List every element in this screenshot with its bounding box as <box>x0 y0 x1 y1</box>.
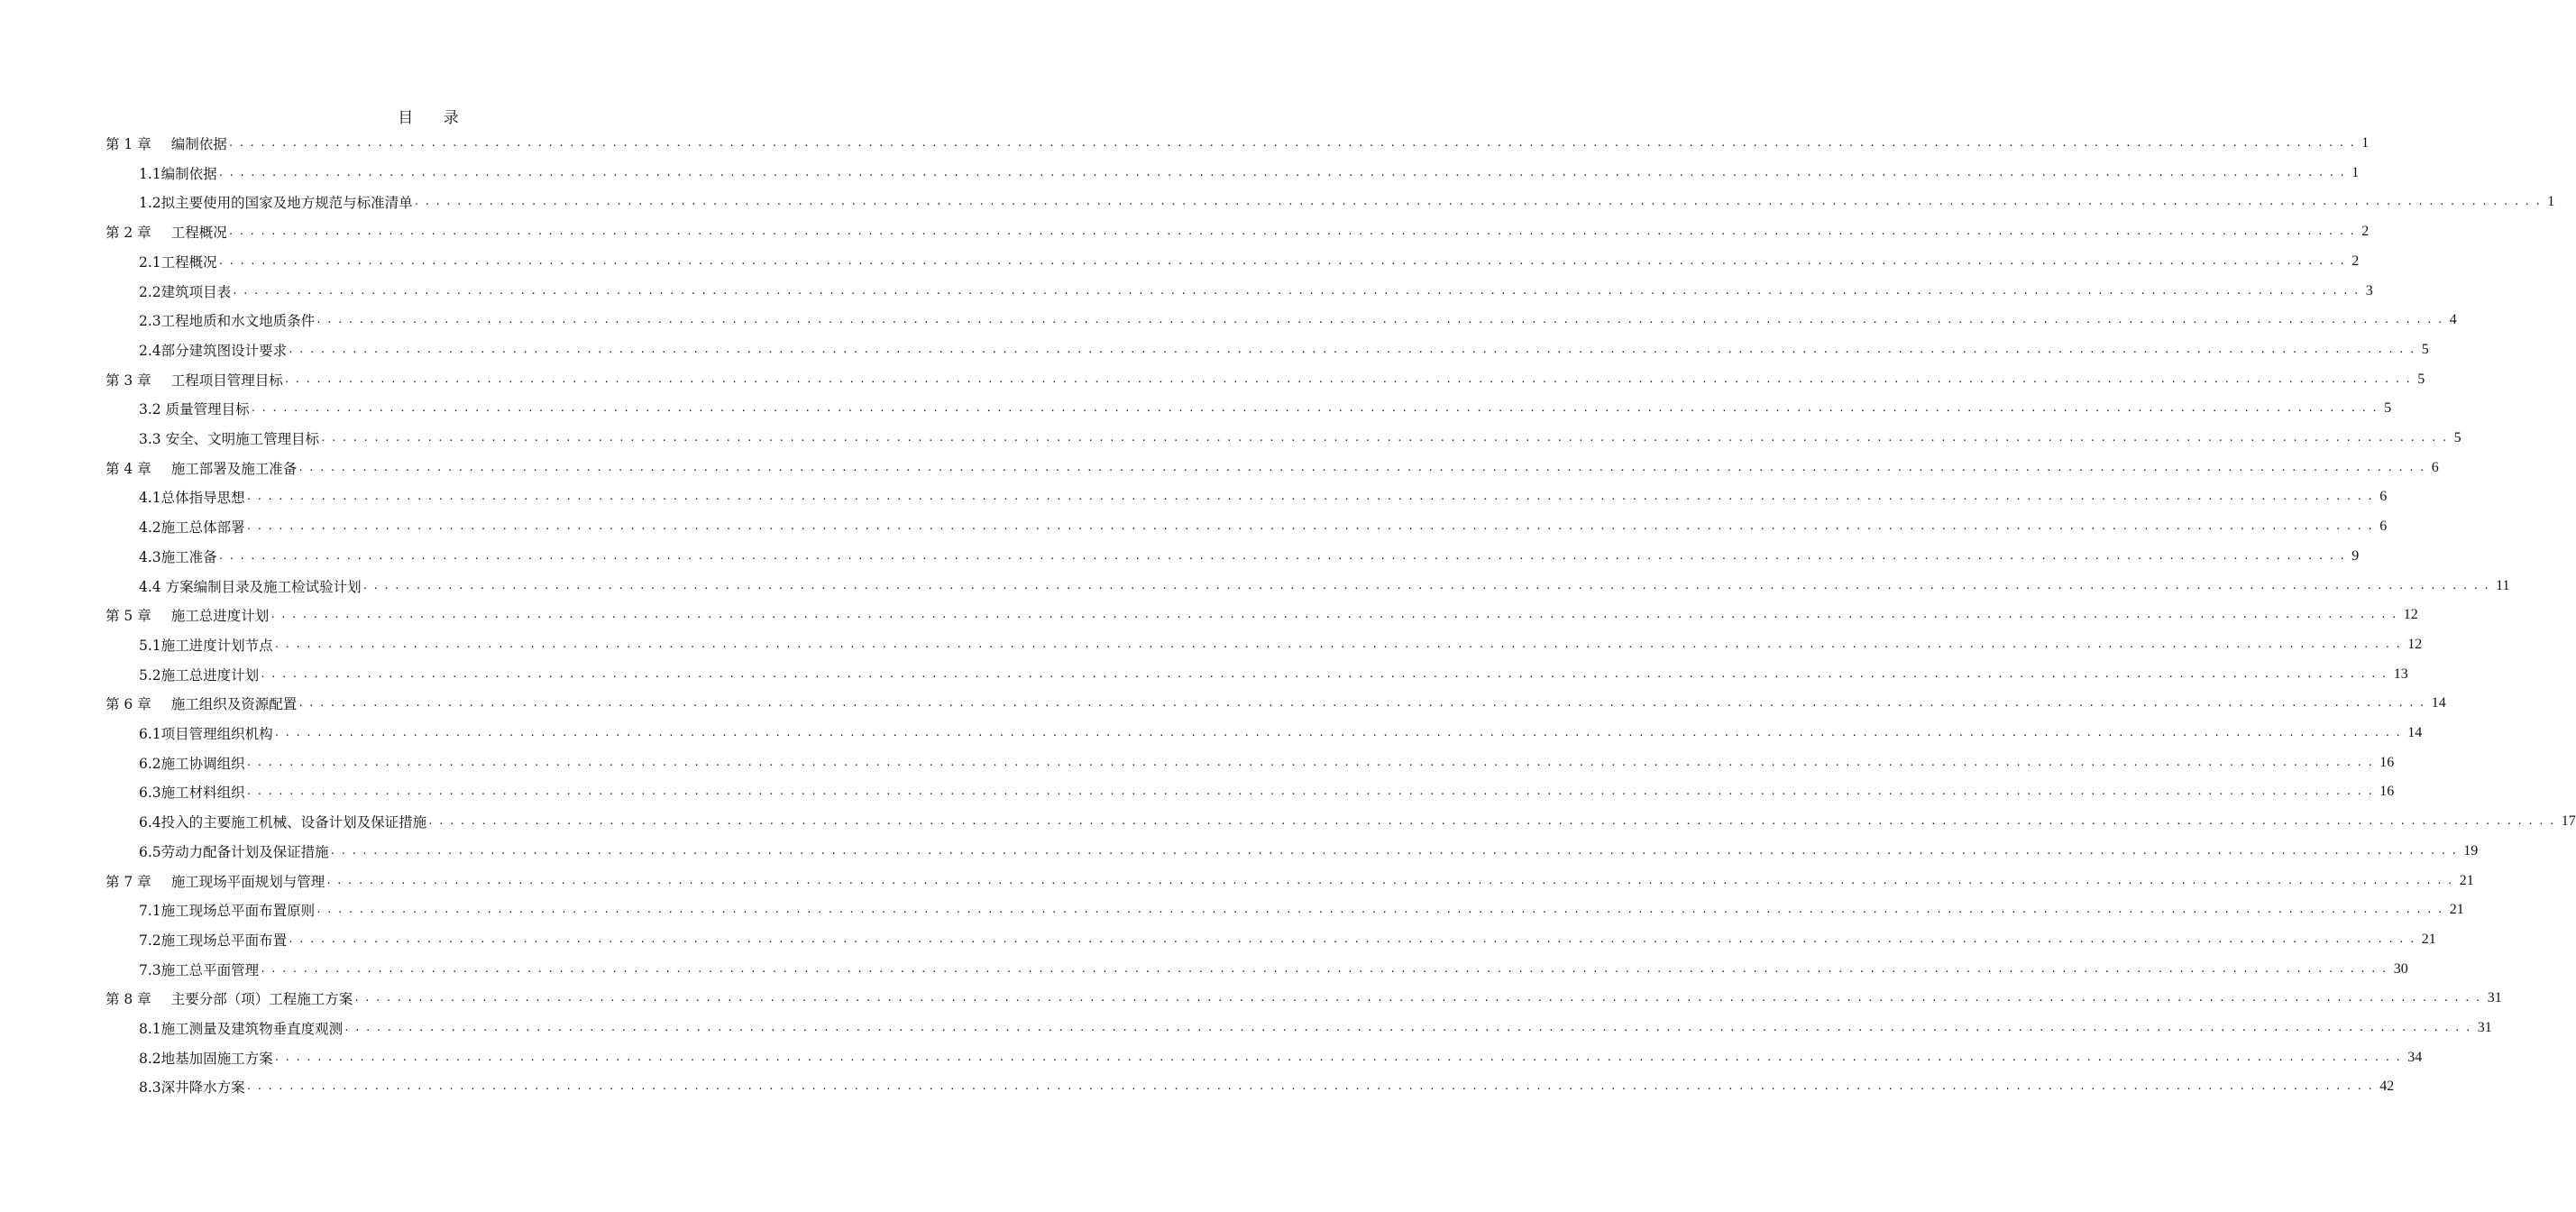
toc-entry-number: 8.1 <box>139 1021 161 1037</box>
toc-entry-title: 施工现场总平面布置 <box>160 932 288 949</box>
toc-entry-section[interactable] <box>139 925 2436 954</box>
toc-entry-number: 6.3 <box>139 785 161 802</box>
toc-entry-title: 工程概况 <box>170 225 227 242</box>
toc-entry-section[interactable] <box>139 277 2373 306</box>
toc-entry-text <box>139 281 231 301</box>
toc-entry-title: 建筑项目表 <box>160 283 232 300</box>
toc-leader-dots: ........................................................................................................................................................................................................ <box>217 254 2351 267</box>
toc-entry-page: 19 <box>2463 842 2479 858</box>
toc-entry-title: 部分建筑图设计要求 <box>160 342 288 359</box>
toc-leader-dots: ........................................................................................................................................................................................................ <box>260 667 2392 680</box>
toc-entry-section[interactable] <box>139 394 2392 423</box>
toc-entry-title: 质量管理目标 <box>165 401 250 418</box>
toc-entry-text <box>139 1018 343 1038</box>
toc-entry-text <box>139 635 273 655</box>
toc-entry-text <box>139 310 315 330</box>
toc-leader-dots: ........................................................................................................................................................................................................ <box>217 549 2351 562</box>
toc-entry-section[interactable] <box>139 306 2457 335</box>
toc-entry-number: 第 2 章 <box>105 225 151 242</box>
toc-entry-text <box>105 871 325 891</box>
toc-entry-section[interactable] <box>139 1014 2492 1042</box>
toc-entry-number: 3.2 <box>139 401 166 418</box>
toc-leader-dots: ........................................................................................................................................................................................................ <box>288 343 2420 355</box>
toc-entry-page: 1 <box>2351 164 2360 180</box>
toc-entry-chapter[interactable] <box>105 984 2502 1013</box>
toc-entry-text <box>139 930 287 950</box>
toc-entry-number: 5.1 <box>139 637 161 654</box>
toc-entry-text <box>139 576 362 596</box>
toc-entry-chapter[interactable] <box>105 867 2474 895</box>
toc-entry-chapter[interactable] <box>105 689 2446 718</box>
toc-entry-number: 第 4 章 <box>105 460 151 477</box>
toc-entry-number: 7.1 <box>139 903 161 920</box>
toc-leader-dots: ........................................................................................................................................................................................................ <box>298 697 2430 710</box>
toc-leader-dots: ........................................................................................................................................................................................................ <box>298 461 2430 473</box>
toc-entry-text <box>139 812 426 831</box>
toc-leader-dots: ........................................................................................................................................................................................................ <box>217 166 2351 179</box>
toc-entry-page: 12 <box>2407 636 2423 652</box>
toc-entry-number: 第 7 章 <box>105 873 151 890</box>
toc-entry-page: 16 <box>2379 754 2395 770</box>
toc-entry-page: 4 <box>2449 312 2457 328</box>
toc-leader-dots: ........................................................................................................................................................................................................ <box>362 579 2495 592</box>
toc-entry-section[interactable] <box>139 955 2408 984</box>
toc-entry-text <box>139 487 245 507</box>
toc-entry-page: 14 <box>2407 725 2423 740</box>
toc-entry-page: 6 <box>2379 519 2388 535</box>
toc-entry-page: 16 <box>2379 784 2395 800</box>
toc-entry-section[interactable] <box>139 630 2423 659</box>
toc-entry-number: 4.4 <box>139 578 166 595</box>
toc-entry-text <box>105 133 227 153</box>
toc-entry-section[interactable] <box>139 247 2360 276</box>
toc-entry-page: 2 <box>2361 224 2370 240</box>
toc-entry-section[interactable] <box>139 572 2510 601</box>
toc-entry-page: 17 <box>2561 813 2576 830</box>
toc-entry-text <box>139 753 245 773</box>
toc-leader-dots: ........................................................................................................................................................................................................ <box>245 785 2379 798</box>
toc-entry-page: 21 <box>2459 872 2474 888</box>
toc-entry-page: 12 <box>2403 607 2418 623</box>
toc-entry-page: 5 <box>2453 430 2461 445</box>
toc-leader-dots: ........................................................................................................................................................................................................ <box>250 402 2383 415</box>
toc-leader-dots: ........................................................................................................................................................................................................ <box>320 432 2452 444</box>
toc-leader-dots: ........................................................................................................................................................................................................ <box>353 992 2486 1005</box>
toc-leader-dots: ........................................................................................................................................................................................................ <box>344 1022 2476 1033</box>
toc-entry-page: 14 <box>2431 695 2446 712</box>
toc-entry-text <box>139 723 273 743</box>
toc-entry-section[interactable] <box>139 660 2408 689</box>
toc-entry-section[interactable] <box>139 837 2479 866</box>
toc-entry-page: 6 <box>2379 489 2388 505</box>
toc-leader-dots: ........................................................................................................................................................................................................ <box>273 1051 2406 1063</box>
toc-entry-title: 投入的主要施工机械、设备计划及保证措施 <box>160 814 427 831</box>
toc-entry-number: 5.2 <box>139 666 161 684</box>
toc-entry-chapter[interactable] <box>105 217 2370 246</box>
toc-entry-page: 3 <box>2365 282 2373 298</box>
toc-entry-title: 施工测量及建筑物垂直度观测 <box>160 1021 344 1037</box>
toc-entry-number: 6.4 <box>139 814 161 831</box>
toc-entry-section[interactable] <box>139 512 2388 541</box>
toc-entry-text <box>105 693 297 713</box>
toc-leader-dots: ........................................................................................................................................................................................................ <box>273 727 2406 739</box>
toc-entry-text <box>105 370 283 390</box>
toc-entry-text <box>105 988 353 1008</box>
toc-leader-dots: ........................................................................................................................................................................................................ <box>245 756 2379 768</box>
toc-entry-text <box>139 399 250 418</box>
toc-entry-number: 1.1 <box>139 165 161 182</box>
toc-entry-page: 34 <box>2407 1049 2423 1065</box>
toc-entry-number: 2.3 <box>139 313 161 330</box>
toc-entry-section[interactable] <box>139 335 2429 364</box>
toc-entry-section[interactable] <box>139 807 2576 836</box>
toc-entry-title: 施工进度计划节点 <box>160 637 273 654</box>
toc-leader-dots: ........................................................................................................................................................................................................ <box>227 225 2361 238</box>
toc-entry-text <box>105 222 227 242</box>
toc-entry-text <box>139 782 245 802</box>
toc-entry-section[interactable] <box>139 482 2388 511</box>
toc-entry-text <box>105 605 269 625</box>
toc-entry-text <box>139 960 259 979</box>
toc-entry-title: 工程地质和水文地质条件 <box>160 313 316 330</box>
toc-leader-dots: ........................................................................................................................................................................................................ <box>325 874 2458 886</box>
toc-entry-chapter[interactable] <box>105 129 2370 158</box>
toc-entry-page: 31 <box>2477 1020 2492 1035</box>
toc-leader-dots: ........................................................................................................................................................................................................ <box>288 932 2420 945</box>
toc-entry-section[interactable] <box>139 159 2360 188</box>
toc-entry-section[interactable] <box>139 1043 2423 1072</box>
toc-entry-title: 编制依据 <box>170 136 227 152</box>
toc-leader-dots: ........................................................................................................................................................................................................ <box>227 137 2361 149</box>
toc-entry-title: 施工协调组织 <box>160 755 245 772</box>
toc-entry-text <box>139 192 413 212</box>
toc-entry-page: 5 <box>2384 400 2392 417</box>
toc-title: 目 录 <box>398 109 472 127</box>
toc-entry-page: 42 <box>2379 1079 2395 1095</box>
toc-entry-text <box>139 665 259 684</box>
toc-leader-dots: ........................................................................................................................................................................................................ <box>283 372 2416 385</box>
toc-entry-text <box>139 428 319 448</box>
toc-entry-title: 总体指导思想 <box>160 490 245 507</box>
toc-entry-page: 21 <box>2449 902 2464 918</box>
toc-leader-dots: ........................................................................................................................................................................................................ <box>245 1080 2379 1093</box>
toc-leader-dots: ........................................................................................................................................................................................................ <box>245 520 2379 533</box>
toc-leader-dots: ........................................................................................................................................................................................................ <box>245 491 2379 503</box>
toc-entry-text <box>139 841 329 861</box>
toc-entry-title: 施工总进度计划 <box>160 666 260 684</box>
toc-entry-page: 6 <box>2431 459 2439 475</box>
toc-leader-dots: ........................................................................................................................................................................................................ <box>260 962 2392 975</box>
toc-entry-page: 5 <box>2421 341 2429 357</box>
toc-entry-text <box>139 900 315 920</box>
toc-entry-page: 1 <box>2547 194 2555 210</box>
toc-entry-title: 施工总平面管理 <box>160 961 260 978</box>
toc-entry-page: 1 <box>2361 135 2370 151</box>
toc-entry-title: 施工组织及资源配置 <box>170 696 298 713</box>
toc-leader-dots: ........................................................................................................................................................................................................ <box>232 284 2364 297</box>
toc-entry-section[interactable] <box>139 542 2360 571</box>
toc-leader-dots: ........................................................................................................................................................................................................ <box>329 844 2462 857</box>
toc-leader-dots: ........................................................................................................................................................................................................ <box>413 196 2546 208</box>
toc-entry-section[interactable] <box>139 188 2555 216</box>
toc-entry-title: 工程概况 <box>160 253 217 271</box>
toc-entry-text <box>139 1077 245 1097</box>
toc-entry-title: 施工现场总平面布置原则 <box>160 903 316 920</box>
toc-entry-number: 7.3 <box>139 961 161 978</box>
toc-entry-title: 施工总进度计划 <box>170 608 270 625</box>
toc-entry-title: 地基加固施工方案 <box>160 1050 273 1067</box>
toc-entry-page: 9 <box>2351 547 2360 564</box>
toc-entry-page: 13 <box>2393 666 2408 682</box>
toc-entry-number: 6.2 <box>139 755 161 772</box>
toc-entry-text <box>139 517 245 537</box>
toc-entry-number: 7.2 <box>139 932 161 949</box>
toc-entry-section[interactable] <box>139 777 2395 806</box>
toc-entry-text <box>139 252 217 271</box>
toc-leader-dots: ........................................................................................................................................................................................................ <box>316 314 2448 326</box>
toc-entry-chapter[interactable] <box>105 365 2425 394</box>
toc-entry-number: 8.2 <box>139 1050 161 1067</box>
toc-leader-dots: ........................................................................................................................................................................................................ <box>270 609 2402 621</box>
toc-entry-title: 劳动力配备计划及保证措施 <box>160 843 329 860</box>
toc-entry-title: 工程项目管理目标 <box>170 372 283 389</box>
toc-entry-section[interactable] <box>139 424 2461 453</box>
toc-entry-page: 5 <box>2417 371 2425 387</box>
toc-entry-number: 2.4 <box>139 342 161 359</box>
toc-leader-dots: ........................................................................................................................................................................................................ <box>427 815 2560 828</box>
toc-entry-chapter[interactable] <box>105 601 2418 629</box>
toc-entry-section[interactable] <box>139 719 2423 748</box>
toc-entry-number: 2.2 <box>139 283 161 300</box>
toc-entry-text <box>139 340 287 360</box>
toc-entry-title: 施工总体部署 <box>160 519 245 537</box>
toc-entry-page: 31 <box>2487 990 2502 1006</box>
toc-entry-number: 4.1 <box>139 490 161 507</box>
toc-entry-number: 4.3 <box>139 548 161 565</box>
toc-entry-number: 6.1 <box>139 726 161 742</box>
toc-entry-number: 第 8 章 <box>105 991 151 1008</box>
toc-leader-dots: ........................................................................................................................................................................................................ <box>273 638 2406 650</box>
toc-entry-title: 拟主要使用的国家及地方规范与标准清单 <box>160 195 413 212</box>
toc-entry-title: 方案编制目录及施工检试验计划 <box>165 578 362 595</box>
toc-entry-page: 2 <box>2351 252 2360 269</box>
toc-leader-dots: ........................................................................................................................................................................................................ <box>316 904 2448 916</box>
toc-entry-page: 21 <box>2421 931 2436 947</box>
toc-entry-title: 施工准备 <box>160 548 217 565</box>
toc-entry-text <box>105 458 297 478</box>
toc-entry-number: 第 6 章 <box>105 696 151 713</box>
toc-entry-title: 项目管理组织机构 <box>160 726 273 742</box>
toc-entry-title: 编制依据 <box>160 165 217 182</box>
toc-entry-number: 第 3 章 <box>105 372 151 389</box>
toc-entry-title: 施工材料组织 <box>160 785 245 802</box>
toc-entry-title: 施工现场平面规划与管理 <box>170 873 325 890</box>
toc-entry-section[interactable] <box>139 1072 2395 1101</box>
toc-entry-number: 第 5 章 <box>105 608 151 625</box>
toc-entry-number: 4.2 <box>139 519 161 537</box>
toc-entry-text <box>139 1048 273 1068</box>
toc-entry-title: 主要分部（项）工程施工方案 <box>170 991 353 1008</box>
toc-entry-number: 8.3 <box>139 1079 161 1097</box>
toc-entry-chapter[interactable] <box>105 454 2439 482</box>
toc-entry-number: 2.1 <box>139 253 161 271</box>
toc-entry-number: 6.5 <box>139 843 161 860</box>
toc-entry-title: 施工部署及施工准备 <box>170 460 298 477</box>
toc-entry-page: 11 <box>2496 577 2510 593</box>
toc-entry-section[interactable] <box>139 895 2464 924</box>
toc-entry-number: 1.2 <box>139 195 161 212</box>
toc-entry-page: 30 <box>2393 960 2408 977</box>
toc-entry-number: 第 1 章 <box>105 136 151 152</box>
toc-entry-title: 安全、文明施工管理目标 <box>165 431 320 447</box>
toc-entry-text <box>139 546 217 566</box>
toc-entry-section[interactable] <box>139 748 2395 777</box>
toc-entry-number: 3.3 <box>139 431 166 447</box>
toc-entry-title: 深井降水方案 <box>160 1079 245 1097</box>
toc-entry-text <box>139 163 217 183</box>
